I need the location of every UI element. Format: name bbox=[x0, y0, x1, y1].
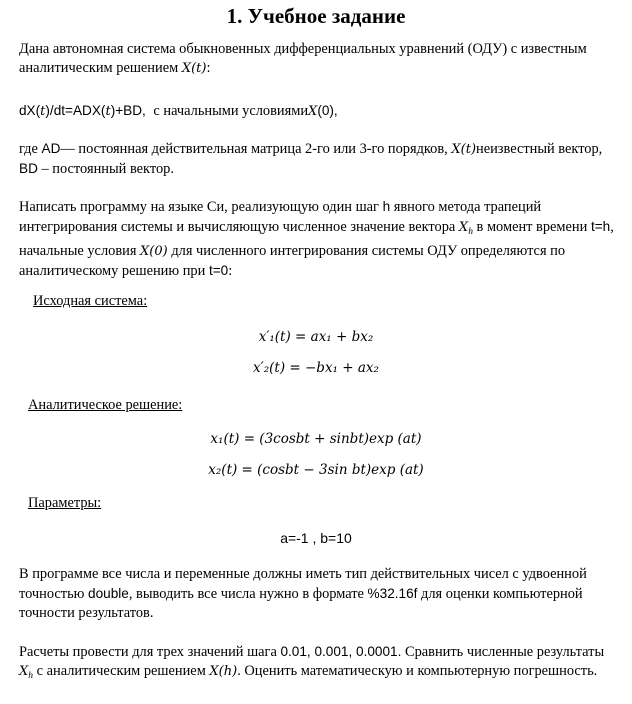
where-paragraph: где AD— постоянная действительная матрица 2-го или 3-го порядков, X(t)неизвестный вектор, BD – постоянный вектор. bbox=[19, 141, 603, 177]
parameters-heading: Параметры: bbox=[28, 495, 102, 511]
source-system-heading: Исходная система: bbox=[33, 293, 148, 309]
analytic-equation-2: x₂(t) = (cosbt − 3sin bt)exp (at) bbox=[208, 462, 424, 478]
ode-equation: dX(t)/dt=ADX(t)+BD, с начальными условиямиX(0), bbox=[19, 103, 338, 119]
analytic-solution-heading: Аналитическое решение: bbox=[28, 397, 183, 413]
parameters-values: a=-1 , b=10 bbox=[280, 530, 352, 546]
analytic-equation-1: x₁(t) = (3cosbt + sinbt)exp (at) bbox=[210, 431, 422, 447]
steps-paragraph: Расчеты провести для трех значений шага 0.01, 0.001, 0.0001. Сравнить численные результаты $X_h$ с аналитическим решением X(h). Оценить математическую и компьютерную погрешность. bbox=[19, 644, 605, 681]
page-title: 1. Учебное задание bbox=[226, 4, 406, 28]
precision-paragraph: В программе все числа и переменные должны иметь тип действительных чисел с удвоенной точностью double, выводить все числа нужно в формате %32.16f для оценки компьютерной точности результатов. bbox=[19, 566, 587, 621]
task-paragraph: Написать программу на языке Си, реализующую один шаг h явного метода трапеций интегрирования системы и вычисляющую численное значение вектора $X_h$ в момент времени t=h, начальные условия X(0) для численного интегрирования системы ОДУ определяются по аналитическому решению при t=0: bbox=[19, 199, 614, 279]
source-equation-2: x′₂(t) = −bx₁ + ax₂ bbox=[253, 360, 379, 376]
intro-paragraph: Дана автономная система обыкновенных дифференциальных уравнений (ОДУ) с известным аналитическим решением X(t): bbox=[19, 41, 587, 76]
source-equation-1: x′₁(t) = ax₁ + bx₂ bbox=[258, 329, 374, 345]
